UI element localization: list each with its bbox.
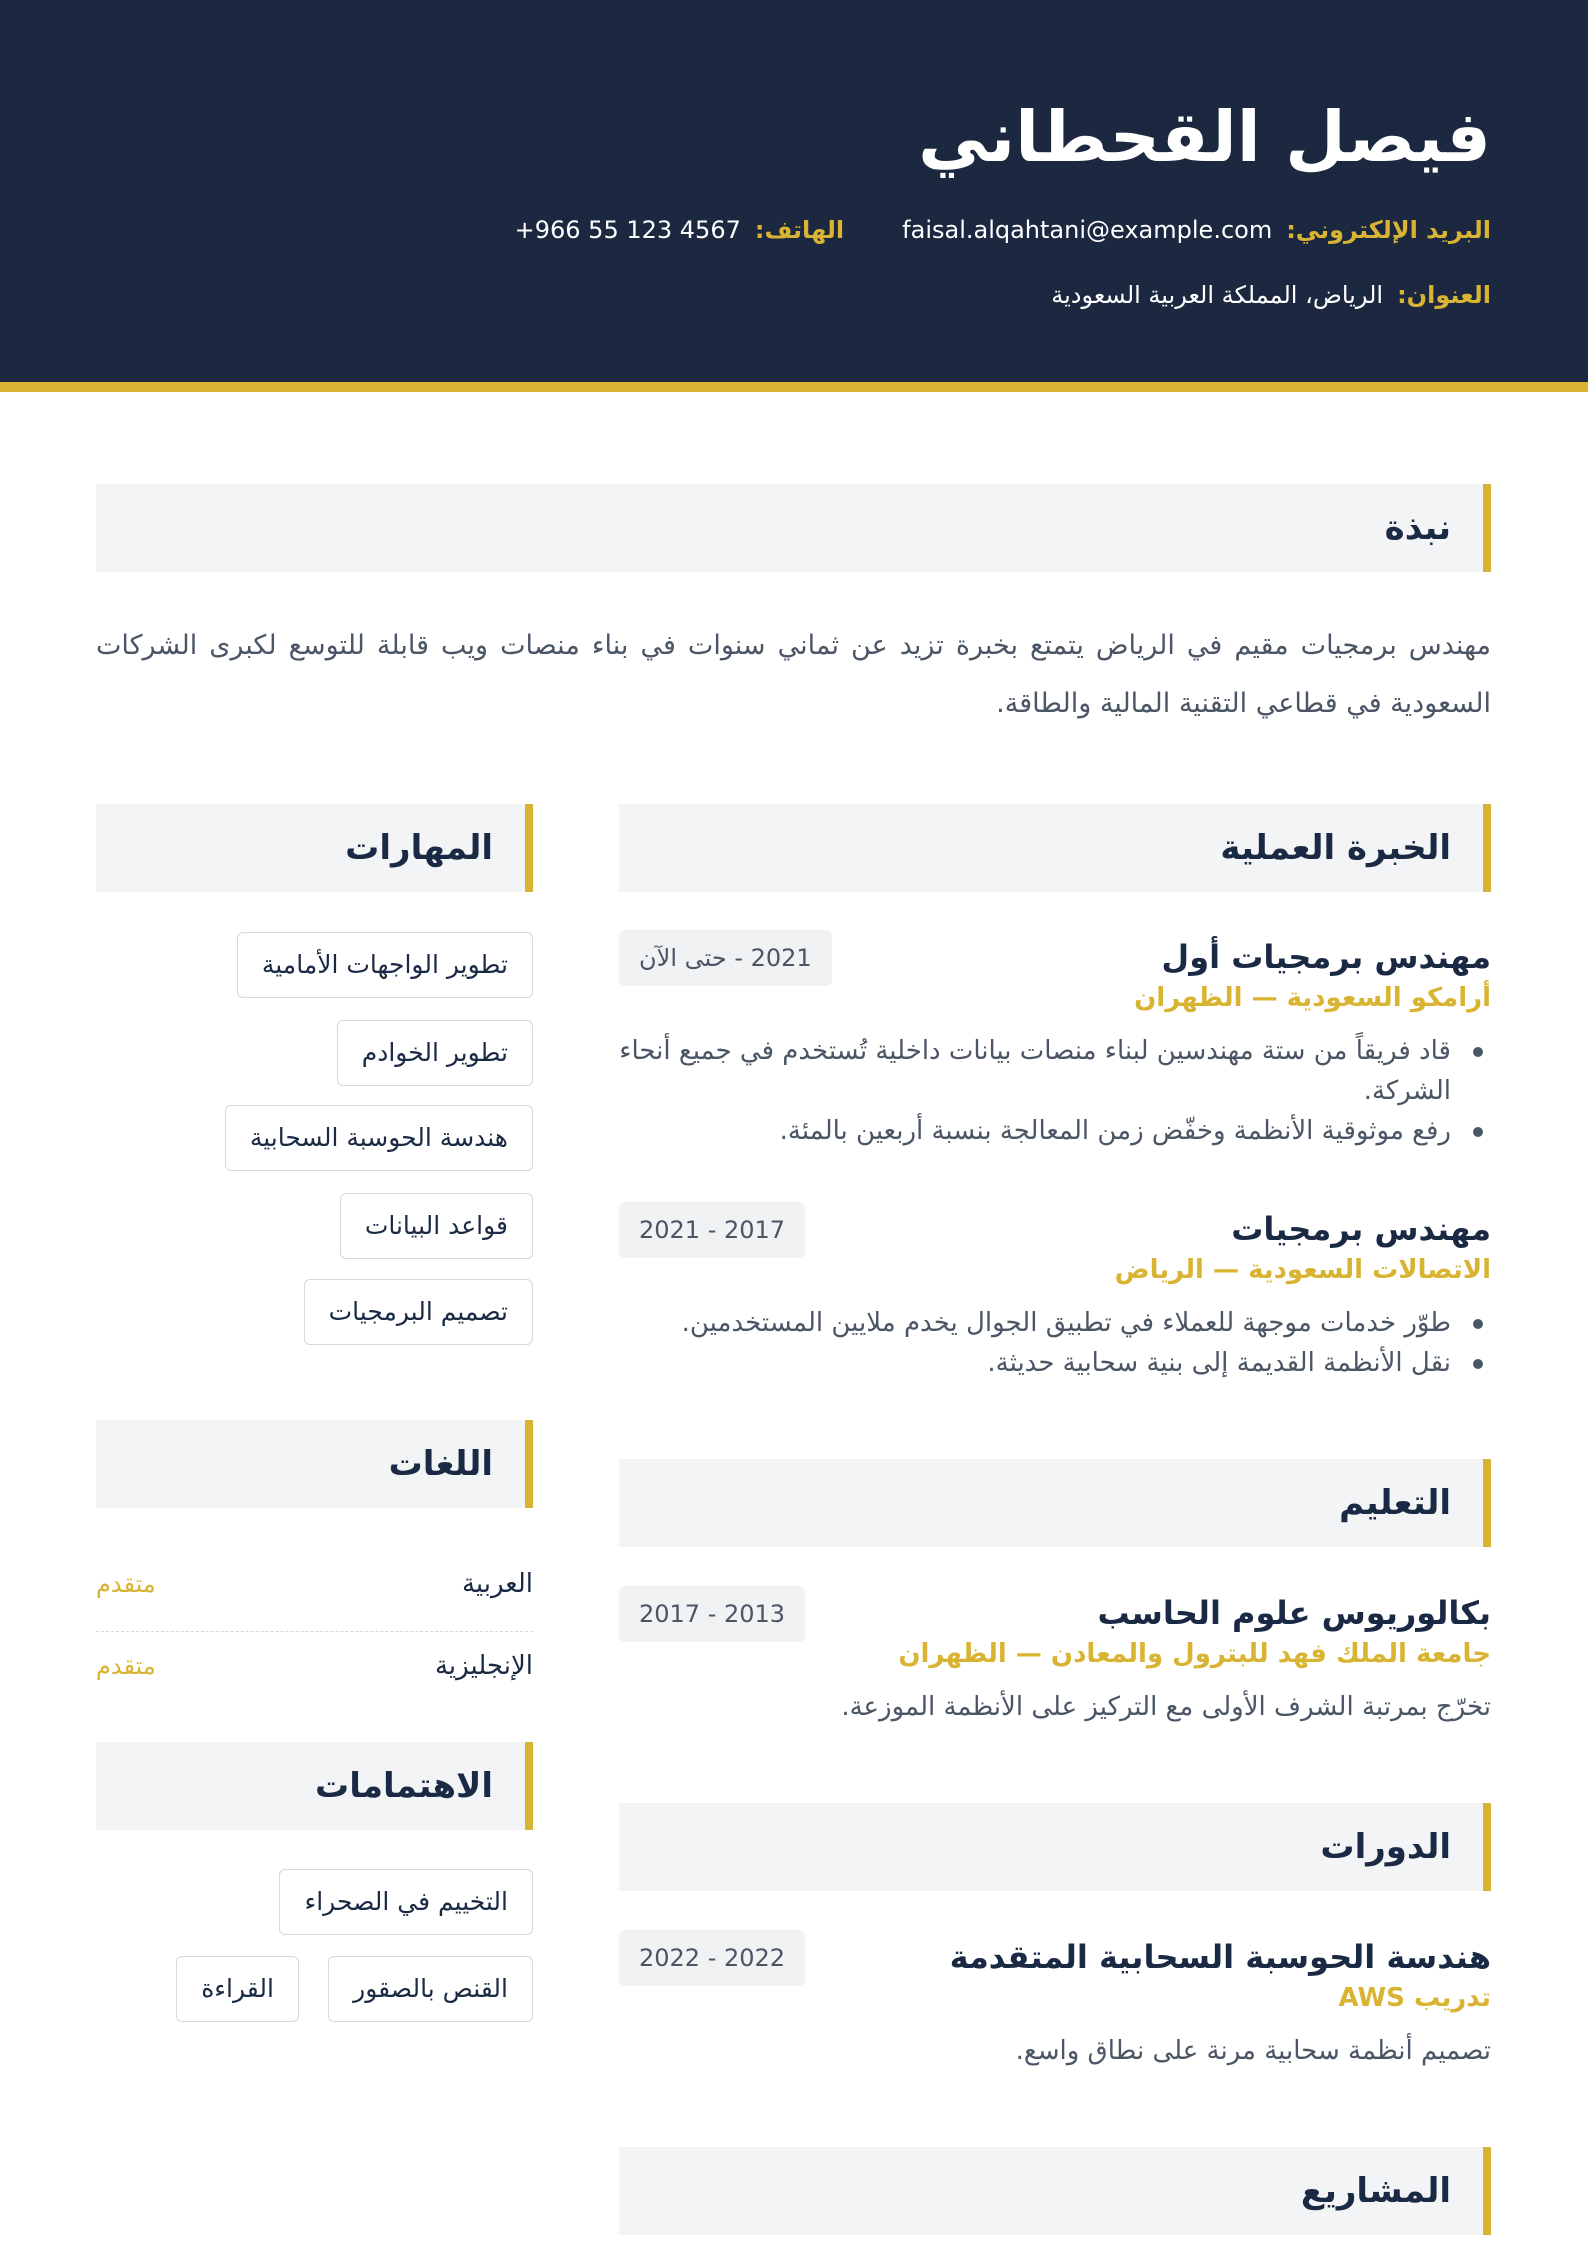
language-level: متقدم: [96, 1652, 156, 1680]
education-heading: التعليم: [619, 1459, 1491, 1547]
skill-tag: قواعد البيانات: [340, 1193, 533, 1259]
course-provider: تدريب AWS: [1338, 1983, 1491, 2013]
summary-text: مهندس برمجيات مقيم في الرياض يتمتع بخبرة تزيد عن ثماني سنوات في بناء منصات ويب قابلة للتوسع لكبرى الشركات السعودية في قطاعي التقنية المالية والطاقة.: [96, 630, 1491, 719]
job-title: مهندس برمجيات: [1231, 1210, 1491, 1248]
email-value: faisal.alqahtani@example.com: [902, 216, 1273, 244]
course-description: تصميم أنظمة سحابية مرنة على نطاق واسع.: [1015, 2036, 1491, 2066]
experience-entry: [619, 935, 1491, 1146]
summary-heading: نبذة: [96, 484, 1491, 572]
resume-header: [0, 0, 1588, 392]
job-bullet: رفع موثوقية الأنظمة وخفّض زمن المعالجة بنسبة أربعين بالمئة.: [619, 1111, 1491, 1151]
course-title: هندسة الحوسبة السحابية المتقدمة: [949, 1938, 1491, 1976]
phone-value: +966 55 123 4567: [514, 216, 741, 244]
skill-tag: تطوير الواجهات الأمامية: [237, 932, 533, 998]
language-name: العربية: [461, 1569, 533, 1599]
language-row: [96, 1632, 533, 1714]
degree-title: بكالوريوس علوم الحاسب: [1097, 1594, 1491, 1632]
phone-contact: [515, 214, 845, 246]
candidate-name: فيصل القحطاني: [918, 96, 1491, 178]
skill-tag: تصميم البرمجيات: [304, 1279, 533, 1345]
company-name: أرامكو السعودية — الظهران: [1134, 983, 1491, 1013]
language-name: الإنجليزية: [434, 1651, 533, 1681]
contact-row-primary: [515, 214, 1491, 246]
interest-tag: القراءة: [176, 1956, 299, 2022]
courses-heading: الدورات: [619, 1803, 1491, 1891]
address-contact: [1051, 279, 1491, 311]
job-bullet: قاد فريقاً من ستة مهندسين لبناء منصات بيانات داخلية تُستخدم في جميع أنحاء الشركة.: [619, 1031, 1491, 1111]
email-label: البريد الإلكتروني:: [1286, 216, 1491, 244]
education-entry: [619, 1591, 1491, 1741]
date-badge: 2017 - 2021: [619, 1202, 805, 1258]
address-value: الرياض، المملكة العربية السعودية: [1051, 281, 1384, 309]
date-badge: 2013 - 2017: [619, 1586, 805, 1642]
experience-entry: [619, 1207, 1491, 1378]
school-name: جامعة الملك فهد للبترول والمعادن — الظهران: [898, 1639, 1491, 1669]
company-name: الاتصالات السعودية — الرياض: [1114, 1255, 1491, 1285]
date-badge: 2021 - حتى الآن: [619, 930, 832, 986]
education-description: تخرّج بمرتبة الشرف الأولى مع التركيز على الأنظمة الموزعة.: [841, 1692, 1491, 1722]
job-bullets: [619, 1303, 1491, 1383]
experience-heading: الخبرة العملية: [619, 804, 1491, 892]
job-bullets: [619, 1031, 1491, 1151]
date-badge: 2022 - 2022: [619, 1930, 805, 1986]
course-entry: [619, 1935, 1491, 2085]
phone-label: الهاتف:: [754, 216, 845, 244]
job-bullet: نقل الأنظمة القديمة إلى بنية سحابية حديثة.: [619, 1343, 1491, 1383]
contact-row-secondary: [1051, 279, 1491, 311]
language-level: متقدم: [96, 1570, 156, 1598]
job-bullet: طوّر خدمات موجهة للعملاء في تطبيق الجوال يخدم ملايين المستخدمين.: [619, 1303, 1491, 1343]
interests-heading: الاهتمامات: [96, 1742, 533, 1830]
projects-heading: المشاريع: [619, 2147, 1491, 2235]
language-row: [96, 1550, 533, 1632]
skill-tag: تطوير الخوادم: [337, 1020, 533, 1086]
interest-tag: التخييم في الصحراء: [279, 1869, 533, 1935]
languages-heading: اللغات: [96, 1420, 533, 1508]
address-label: العنوان:: [1397, 281, 1491, 309]
interest-tag: القنص بالصقور: [328, 1956, 533, 2022]
skill-tag: هندسة الحوسبة السحابية: [225, 1105, 533, 1171]
job-title: مهندس برمجيات أول: [1161, 938, 1491, 976]
email-contact: [902, 214, 1491, 246]
skills-heading: المهارات: [96, 804, 533, 892]
